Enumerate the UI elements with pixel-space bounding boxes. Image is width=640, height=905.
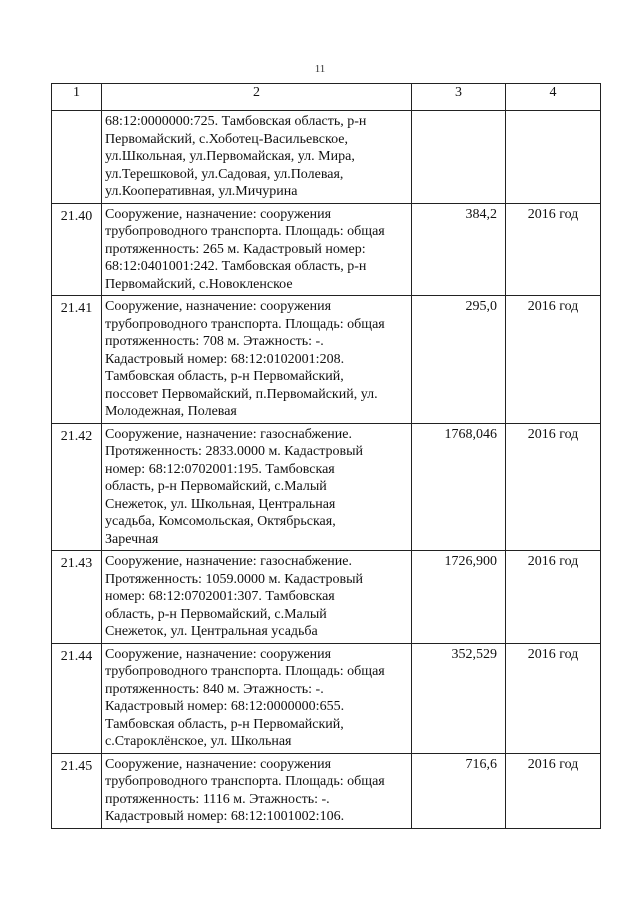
row-value: 352,529: [412, 643, 506, 753]
description-line: протяженность: 708 м. Этажность: -.: [105, 334, 324, 349]
description-line: Тамбовская область, р-н Первомайский,: [105, 716, 344, 732]
description-line: Сооружение, назначение: сооружения: [105, 206, 332, 222]
description-line: с.Староклёнское, ул. Школьная: [105, 734, 292, 749]
row-value: 716,6: [412, 753, 506, 828]
description-line: область, р-н Первомайский, с.Малый: [105, 606, 327, 622]
description-line: трубопроводного транспорта. Площадь: общая: [105, 664, 385, 679]
row-value: 295,0: [412, 296, 506, 424]
row-description: [102, 423, 412, 551]
description-line: Тамбовская область, р-н Первомайский,: [105, 369, 344, 384]
description-line: поссовет Первомайский, п.Первомайский, ул.: [105, 386, 378, 402]
description-line: номер: 68:12:0702001:307. Тамбовская: [105, 589, 335, 604]
description-line: Сооружение, назначение: сооружения: [105, 756, 332, 772]
description-line: протяженность: 1116 м. Этажность: -.: [105, 791, 330, 807]
description-line: Сооружение, назначение: сооружения: [105, 299, 332, 314]
description-line: Сооружение, назначение: сооружения: [105, 646, 332, 662]
row-year: 2016 год: [506, 643, 601, 753]
row-year: [506, 111, 601, 204]
table-row: [52, 203, 601, 296]
row-number: [52, 111, 102, 204]
row-number: 21.43: [52, 551, 102, 644]
property-table: [51, 83, 601, 829]
column-header-number: 1: [52, 84, 102, 111]
row-description: [102, 203, 412, 296]
row-value: 384,2: [412, 203, 506, 296]
description-line: Сооружение, назначение: газоснабжение.: [105, 554, 352, 569]
description-line: Сооружение, назначение: газоснабжение.: [105, 426, 352, 442]
table-row: [52, 111, 601, 204]
page-number: 11: [314, 63, 326, 75]
description-line: Протяженность: 2833.0000 м. Кадастровый: [105, 444, 364, 459]
description-line: протяженность: 265 м. Кадастровый номер:: [105, 241, 366, 257]
description-line: протяженность: 840 м. Этажность: -.: [105, 681, 324, 697]
description-line: Кадастровый номер: 68:12:0102001:208.: [105, 351, 345, 367]
description-line: ул.Терешковой, ул.Садовая, ул.Полевая,: [105, 166, 344, 182]
description-line: Первомайский, с.Новокленское: [105, 276, 293, 292]
row-year: 2016 год: [506, 753, 601, 828]
description-line: область, р-н Первомайский, с.Малый: [105, 479, 327, 494]
row-number: 21.44: [52, 643, 102, 753]
table-row: [52, 423, 601, 551]
row-number: 21.41: [52, 296, 102, 424]
row-year: 2016 год: [506, 551, 601, 644]
description-line: трубопроводного транспорта. Площадь: общая: [105, 224, 385, 239]
description-line: 68:12:0000000:725. Тамбовская область, р-н: [105, 114, 367, 129]
description-line: трубопроводного транспорта. Площадь: общая: [105, 774, 385, 789]
table-row: [52, 551, 601, 644]
description-line: номер: 68:12:0702001:195. Тамбовская: [105, 461, 335, 477]
description-line: ул.Кооперативная, ул.Мичурина: [105, 184, 298, 199]
description-line: Снежеток, ул. Центральная усадьба: [105, 624, 318, 639]
description-line: Кадастровый номер: 68:12:1001002:106.: [105, 809, 345, 824]
row-description: [102, 296, 412, 424]
table-row: [52, 753, 601, 828]
table-header-row: [52, 84, 601, 111]
description-line: Заречная: [105, 531, 159, 547]
table-row: [52, 296, 601, 424]
row-description: [102, 643, 412, 753]
description-line: Кадастровый номер: 68:12:0000000:655.: [105, 699, 345, 714]
row-number: 21.45: [52, 753, 102, 828]
row-number: 21.40: [52, 203, 102, 296]
row-description: [102, 111, 412, 204]
description-line: 68:12:0401001:242. Тамбовская область, р-н: [105, 259, 367, 274]
row-year: 2016 год: [506, 296, 601, 424]
row-year: 2016 год: [506, 423, 601, 551]
table-row: [52, 643, 601, 753]
description-line: усадьба, Комсомольская, Октябрьская,: [105, 514, 336, 529]
row-description: [102, 753, 412, 828]
column-header-description: 2: [102, 84, 412, 111]
row-value: 1726,900: [412, 551, 506, 644]
description-line: трубопроводного транспорта. Площадь: общая: [105, 316, 385, 332]
row-value: [412, 111, 506, 204]
description-line: Протяженность: 1059.0000 м. Кадастровый: [105, 571, 364, 587]
column-header-year: 4: [506, 84, 601, 111]
description-line: Снежеток, ул. Школьная, Центральная: [105, 496, 336, 512]
column-header-value: 3: [412, 84, 506, 111]
row-value: 1768,046: [412, 423, 506, 551]
description-line: Молодежная, Полевая: [105, 404, 237, 419]
description-line: ул.Школьная, ул.Первомайская, ул. Мира,: [105, 149, 355, 164]
row-year: 2016 год: [506, 203, 601, 296]
description-line: Первомайский, с.Хоботец-Васильевское,: [105, 131, 348, 147]
row-number: 21.42: [52, 423, 102, 551]
row-description: [102, 551, 412, 644]
